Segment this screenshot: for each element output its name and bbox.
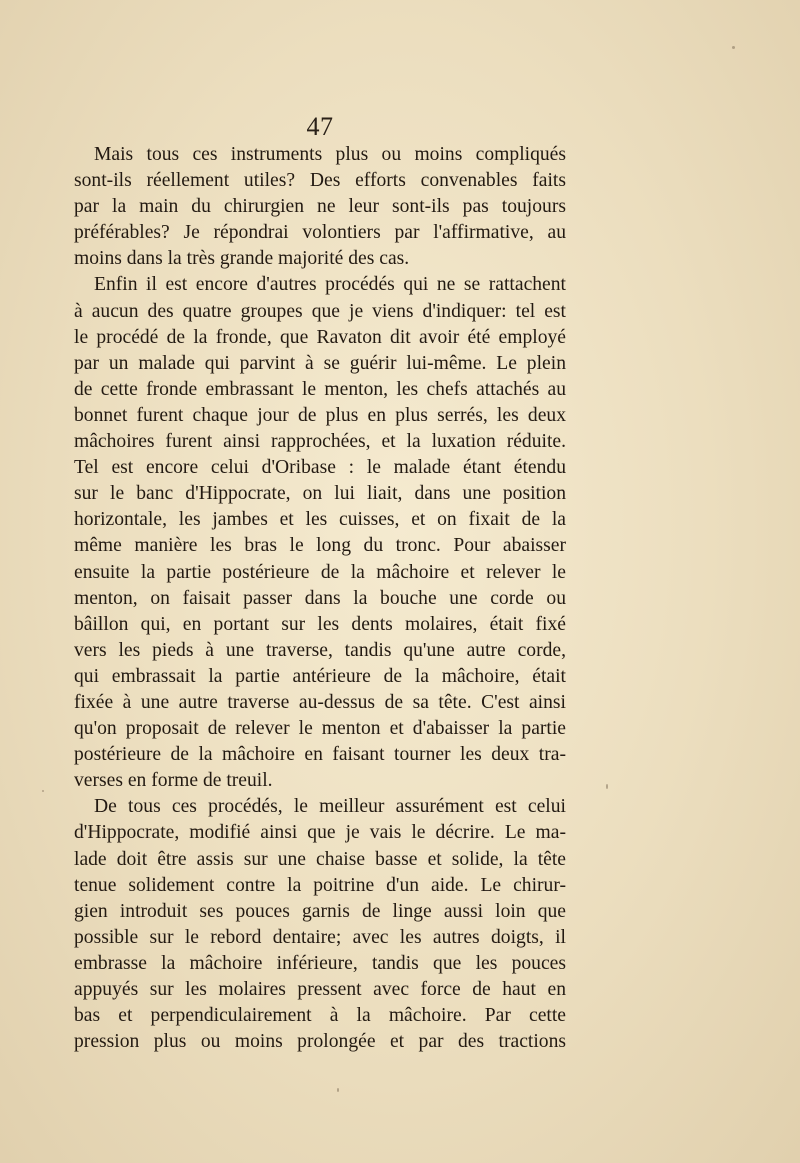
text-line: même manière les bras le long du tronc. Pour abaisser: [74, 535, 566, 557]
text-line: sont-ils réellement utiles? Des efforts convenables faits: [74, 170, 566, 192]
text-line: d'Hippocrate, modifié ainsi que je vais le décrire. Le ma-: [74, 822, 566, 844]
text-line: fixée à une autre traverse au-dessus de sa tête. C'est ainsi: [74, 691, 566, 713]
text-line: à aucun des quatre groupes que je viens d'indiquer: tel est: [74, 300, 566, 322]
text-line: embrasse la mâchoire inférieure, tandis que les pouces: [74, 952, 566, 974]
text-line: postérieure de la mâchoire en faisant tourner les deux tra-: [74, 744, 566, 766]
text-line: le procédé de la fronde, que Ravaton dit avoir été employé: [74, 326, 566, 348]
text-line: bâillon qui, en portant sur les dents molaires, était fixé: [74, 613, 566, 635]
text-line: préférables? Je répondrai volontiers par l'affirmative, au: [74, 222, 566, 244]
text-line: bas et perpendiculairement à la mâchoire. Par cette: [74, 1005, 566, 1027]
text-line: De tous ces procédés, le meilleur assurément est celui: [94, 796, 566, 818]
paper-speck: [337, 1088, 339, 1092]
text-line: horizontale, les jambes et les cuisses, et on fixait de la: [74, 509, 566, 531]
paper-speck: [42, 790, 44, 792]
text-line: Mais tous ces instruments plus ou moins compliqués: [94, 144, 566, 165]
text-line: appuyés sur les molaires pressent avec force de haut en: [74, 979, 566, 1000]
text-line: lade doit être assis sur une chaise basse et solide, la tête: [74, 848, 566, 870]
text-line: de cette fronde embrassant le menton, les chefs attachés au: [74, 378, 566, 400]
body-text: [74, 142, 566, 1055]
text-line: moins dans la très grande majorité des cas.: [74, 248, 410, 270]
text-line: possible sur le rebord dentaire; avec les autres doigts, il: [74, 926, 566, 948]
text-line: mâchoires furent ainsi rapprochées, et la luxation réduite.: [74, 431, 566, 453]
text-line: qu'on proposait de relever le menton et d'abaisser la partie: [74, 718, 566, 740]
text-line: sur le banc d'Hippocrate, on lui liait, dans une position: [74, 483, 566, 505]
text-line: par la main du chirurgien ne leur sont-ils pas toujours: [74, 196, 566, 218]
text-line: Tel est encore celui d'Oribase : le malade étant étendu: [74, 457, 566, 479]
text-line: pression plus ou moins prolongée et par des tractions: [74, 1031, 566, 1053]
text-line: qui embrassait la partie antérieure de la mâchoire, était: [74, 665, 566, 687]
text-line: ensuite la partie postérieure de la mâchoire et relever le: [74, 561, 566, 583]
text-line: tenue solidement contre la poitrine d'un aide. Le chirur-: [74, 874, 566, 896]
text-line: menton, on faisait passer dans la bouche une corde ou: [74, 587, 566, 609]
text-line: bonnet furent chaque jour de plus en plus serrés, les deux: [74, 404, 566, 426]
paper-speck: [606, 784, 608, 789]
text-line: verses en forme de treuil.: [74, 770, 273, 792]
paper-speck: [732, 46, 735, 49]
text-line: vers les pieds à une traverse, tandis qu'une autre corde,: [74, 639, 566, 661]
text-line: par un malade qui parvint à se guérir lui-même. Le plein: [74, 352, 566, 374]
text-line: Enfin il est encore d'autres procédés qui ne se rattachent: [94, 274, 566, 296]
text-line: gien introduit ses pouces garnis de linge aussi loin que: [74, 900, 566, 922]
page-number: 47: [306, 112, 334, 141]
